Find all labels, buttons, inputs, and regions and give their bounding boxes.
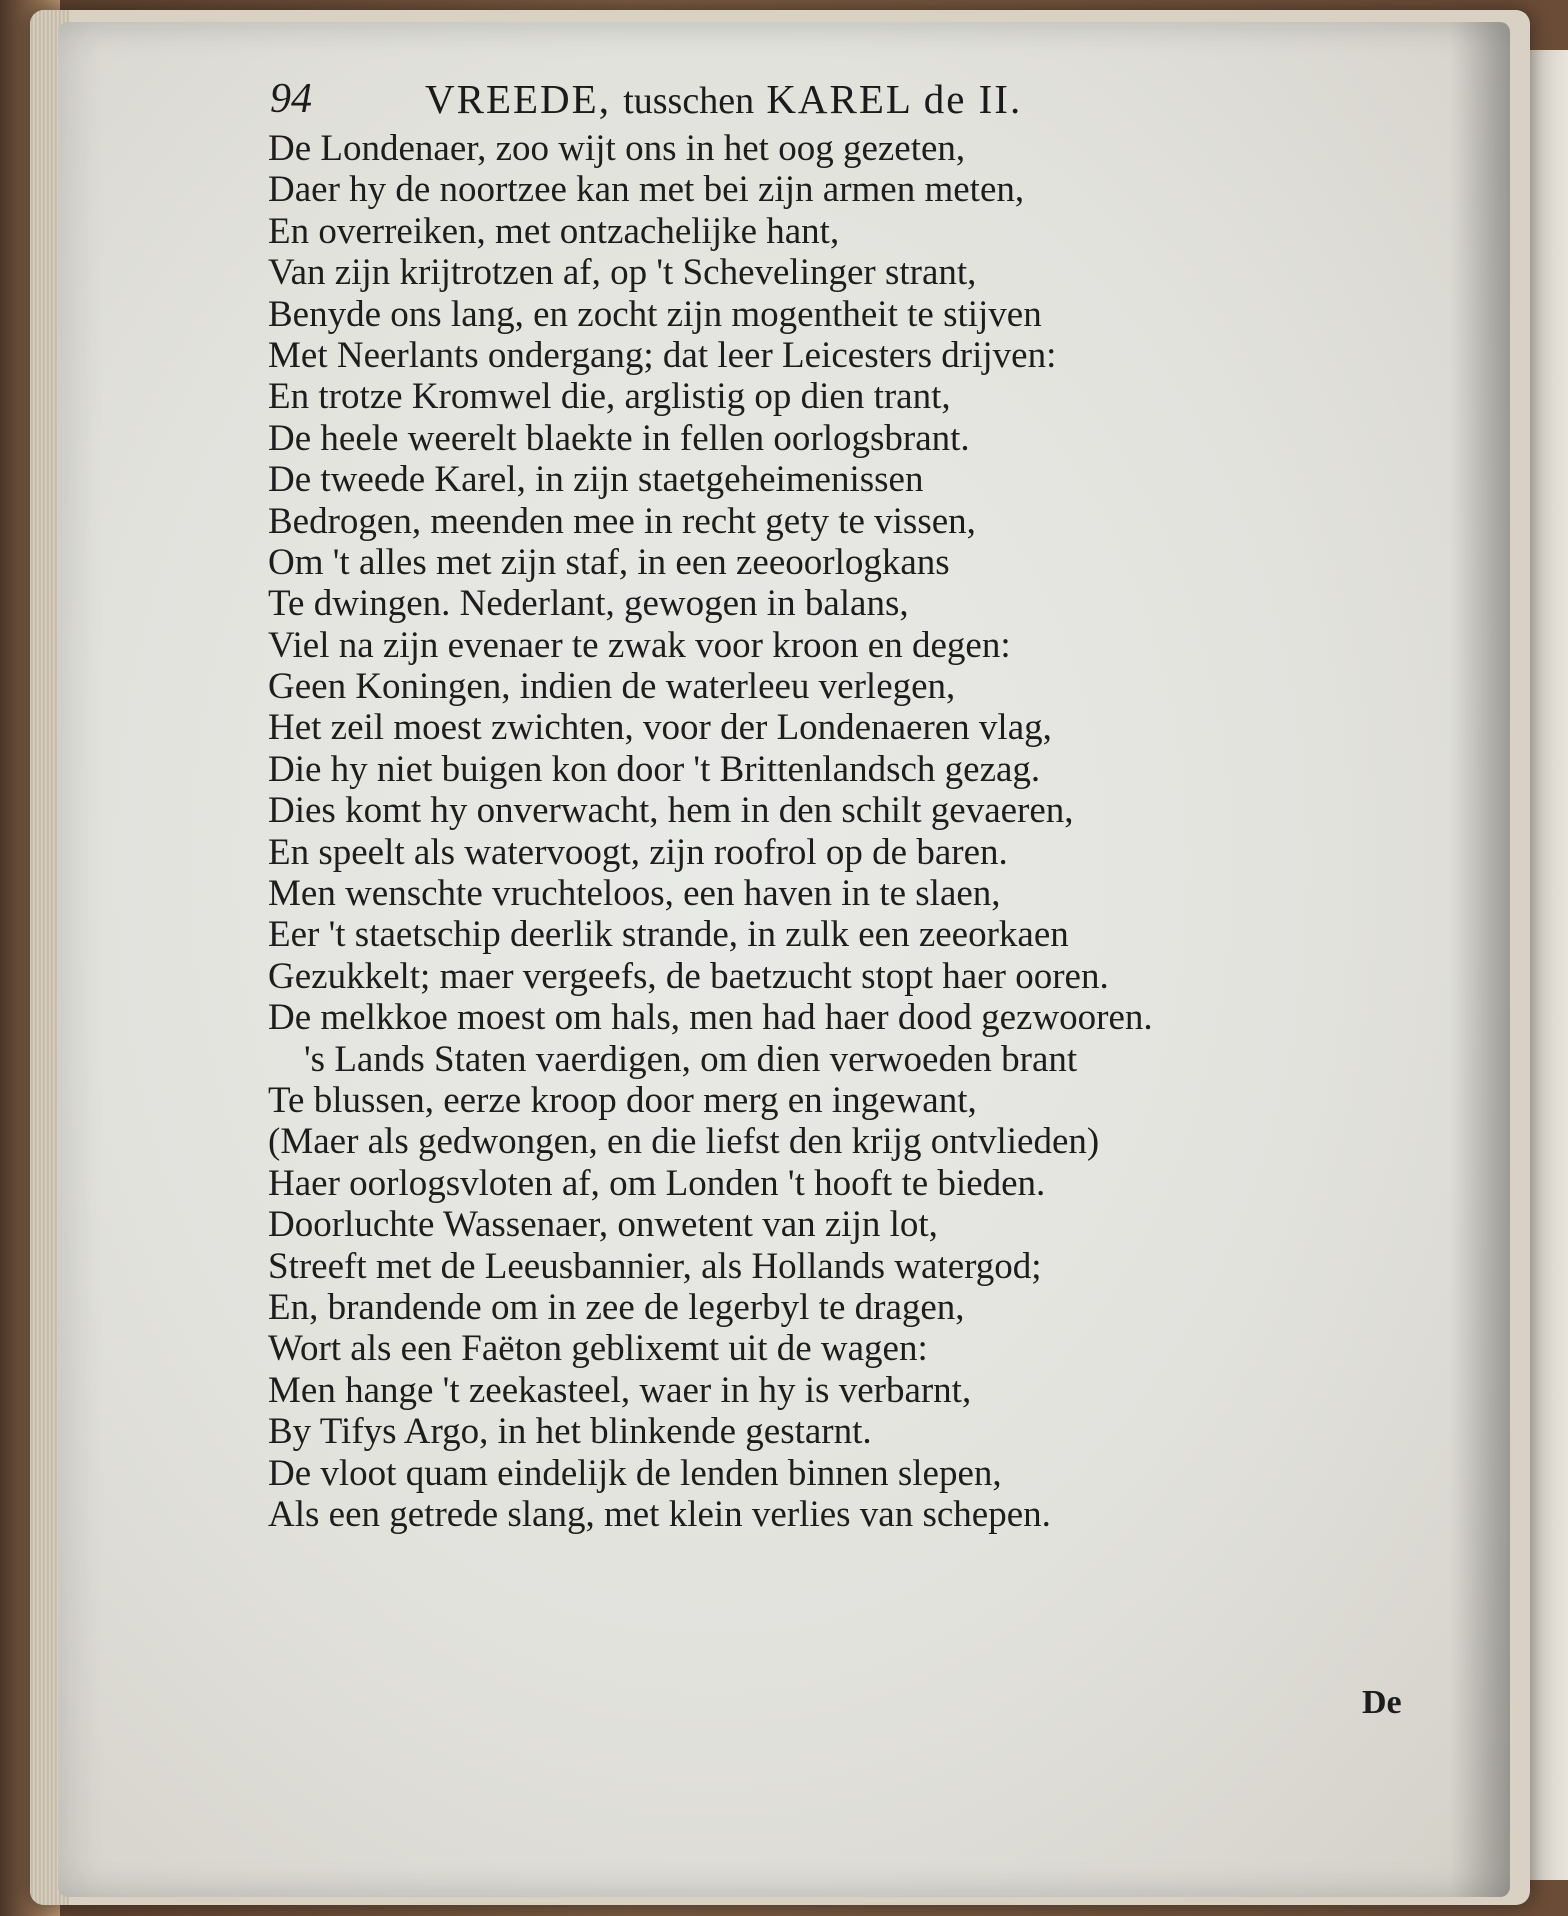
poem-line: Men hange 't zeekasteel, waer in hy is verbarnt, xyxy=(268,1369,972,1411)
poem-line: Streeft met de Leeusbannier, als Hollands watergod; xyxy=(268,1245,1042,1287)
poem-line: 's Lands Staten vaerdigen, om dien verwoeden brant xyxy=(304,1038,1078,1080)
poem-line: Men wenschte vruchteloos, een haven in te slaen, xyxy=(268,873,1001,915)
poem-line: De vloot quam eindelijk de lenden binnen slepen, xyxy=(268,1452,1002,1494)
poem-line: Van zijn krijtrotzen af, op 't Schevelinger strant, xyxy=(268,252,977,294)
poem-line: Viel na zijn evenaer te zwak voor kroon en degen: xyxy=(268,624,1011,666)
poem-line: Eer 't staetschip deerlik strande, in zulk een zeeorkaen xyxy=(268,914,1069,956)
poem-line: Om 't alles met zijn staf, in een zeeoorlogkans xyxy=(268,541,950,583)
catchword: De xyxy=(1362,1684,1402,1721)
poem-line: En overreiken, met ontzachelijke hant, xyxy=(268,210,840,252)
poem-line: Met Neerlants ondergang; dat leer Leicesters drijven: xyxy=(268,334,1057,376)
poem-line: En trotze Kromwel die, arglistig op dien trant, xyxy=(268,376,951,418)
poem-line: Bedrogen, meenden mee in recht gety te vissen, xyxy=(268,500,976,542)
poem-line: Als een getrede slang, met klein verlies van schepen. xyxy=(268,1493,1051,1535)
poem-line: Geen Koningen, indien de waterleeu verlegen, xyxy=(268,666,956,708)
poem-line: Die hy niet buigen kon door 't Brittenlandsch gezag. xyxy=(268,748,1041,790)
poem-body xyxy=(268,128,1418,1535)
poem-line: De Londenaer, zoo wijt ons in het oog gezeten, xyxy=(268,128,966,169)
poem-line: By Tifys Argo, in het blinkende gestarnt. xyxy=(268,1411,872,1453)
running-title xyxy=(425,75,1022,123)
poem-line: En, brandende om in zee de legerbyl te dragen, xyxy=(268,1286,965,1328)
poem-line: Dies komt hy onverwacht, hem in den schilt gevaeren, xyxy=(268,790,1074,832)
running-title-part1: VREEDE, xyxy=(425,76,611,122)
poem-line: Haer oorlogsvloten af, om Londen 't hooft te bieden. xyxy=(268,1162,1046,1204)
poem-line: De melkkoe moest om hals, men had haer dood gezwooren. xyxy=(268,997,1153,1039)
running-title-part3: KAREL de II. xyxy=(766,76,1023,122)
page-number: 94 xyxy=(270,76,312,122)
running-title-part2: tusschen xyxy=(623,80,755,122)
poem-line: En speelt als watervoogt, zijn roofrol op de baren. xyxy=(268,831,1008,873)
poem-line: Wort als een Faëton geblixemt uit de wagen: xyxy=(268,1328,928,1370)
poem-line: Het zeil moest zwichten, voor der Londenaeren vlag, xyxy=(268,707,1052,749)
poem-line: Daer hy de noortzee kan met bei zijn armen meten, xyxy=(268,169,1025,211)
poem-line: Gezukkelt; maer vergeefs, de baetzucht stopt haer ooren. xyxy=(268,955,1109,997)
poem-line: (Maer als gedwongen, en die liefst den krijg ontvlieden) xyxy=(268,1121,1100,1163)
running-head xyxy=(270,75,1270,135)
poem-line: Te dwingen. Nederlant, gewogen in balans, xyxy=(268,583,909,625)
poem-line: Benyde ons lang, en zocht zijn mogentheit te stijven xyxy=(268,293,1042,335)
poem-line: De heele weerelt blaekte in fellen oorlogsbrant. xyxy=(268,417,970,459)
poem-line: Doorluchte Wassenaer, onwetent van zijn lot, xyxy=(268,1204,938,1246)
poem-line: Te blussen, eerze kroop door merg en ingewant, xyxy=(268,1079,977,1121)
poem-line: De tweede Karel, in zijn staetgeheimenissen xyxy=(268,459,924,501)
